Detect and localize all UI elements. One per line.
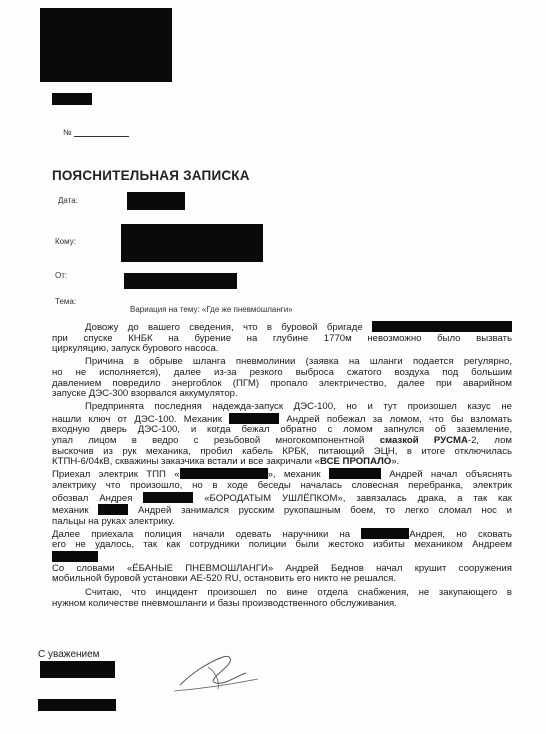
- paragraph-6: [52, 564, 512, 585]
- number-label: №: [63, 128, 72, 137]
- redacted-name: [361, 528, 409, 539]
- body-text: нашли ключ от ДЭС-100. Механик: [52, 413, 222, 425]
- body-text: механик: [52, 505, 89, 517]
- redacted-reference: [52, 93, 92, 105]
- handwritten-signature: [168, 645, 263, 697]
- redacted-signatory: [40, 661, 115, 678]
- redacted-date: [127, 192, 185, 210]
- paragraph-7: [52, 588, 512, 609]
- body-line: давлением повредило энергоблок (ПГМ) пропало электричество, далее при аварийном: [52, 377, 512, 389]
- body-text: Приехал электрик ТПП «: [52, 469, 180, 481]
- redacted-recipient: [121, 224, 263, 262]
- body-text: », механик: [267, 469, 321, 481]
- body-line: при спуске КНБК на бурение на глубине 1770м невозможно было вызвать: [52, 332, 512, 344]
- body-line: [52, 457, 512, 468]
- body-text: Далее приехала полиция начали одевать наручники на: [52, 528, 351, 540]
- redacted-name: [98, 504, 128, 515]
- redacted-letterhead: [40, 8, 172, 82]
- date-label: Дата:: [58, 196, 78, 205]
- body-line: мобильной буровой установки АЕ-520 RU, остановить его никто не решался.: [52, 573, 396, 585]
- redacted-name: [143, 492, 193, 503]
- paragraph-2: [52, 357, 512, 400]
- memo-body: [52, 321, 512, 610]
- redacted-name: [329, 468, 381, 479]
- body-line: [52, 468, 512, 481]
- body-line: но не исполняется), далее из-за резкого выброса сжатого воздуха под большим: [52, 366, 512, 378]
- body-line: электрику что произошло, но в ходе беседы началась словесная перебранка, электрик: [52, 479, 512, 491]
- redacted-brigade: [372, 321, 512, 332]
- body-text: -2, лом: [467, 435, 513, 447]
- number-underline: [74, 136, 129, 137]
- body-text: обозвал Андрея: [52, 492, 133, 504]
- body-line: [52, 492, 512, 505]
- paragraph-3: [52, 402, 512, 468]
- closing-text: С уважением: [38, 649, 100, 660]
- bold-text: ВСЕ ПРОПАЛО: [320, 456, 392, 468]
- to-label: Кому:: [55, 237, 76, 246]
- body-text: Андрея, но сковать: [409, 528, 512, 540]
- bold-text: смазкой РУСМА: [379, 435, 468, 447]
- body-line: запуске ДЭС-300 взорвался аккумулятор.: [52, 388, 238, 400]
- body-line: Со словами «ЁБАНЫЕ ПНЕВМОШЛАНГИ» Андрей Беднов начал крушит сооружения: [52, 562, 512, 574]
- body-line: циркуляцию, запуск бурового насоса.: [52, 343, 219, 355]
- body-text: Андрей начал объяснять: [389, 469, 513, 481]
- body-line: [52, 551, 512, 564]
- redacted-company: [180, 468, 268, 479]
- body-line: выскочив из рук механика, пробил кабель КРБК, питающий ЭЦН, в итоге отключилась: [52, 445, 512, 457]
- paragraph-5: [52, 528, 512, 564]
- redacted-name: [229, 413, 279, 424]
- from-label: От:: [55, 271, 68, 280]
- paragraph-4: [52, 468, 512, 528]
- body-text: упал лицом в ведро с резьбовой многокомпонентной: [52, 435, 365, 447]
- body-line: его не удалось, так как сотрудники полиции были жестоко избиты механиком Андреем: [52, 539, 512, 551]
- body-line: нужном количестве пневмошланги и базы производственного обслуживания.: [52, 597, 397, 609]
- body-text: КТПН-6/04кВ, скважины заказчика встали и все закричали «: [52, 456, 320, 468]
- body-text: Андрей побежал за ломом, что бы взломать: [286, 413, 512, 425]
- body-text: Андрей занимался русским рукопашным боем, то легко сломал нос и: [137, 505, 512, 517]
- body-line: [52, 321, 512, 334]
- redacted-footer: [38, 699, 116, 711]
- body-text: Довожу до вашего сведения, что в буровой бригаде: [85, 322, 363, 333]
- redacted-sender: [124, 273, 237, 289]
- body-text: «БОРОДАТЫМ УШЛЁПКОМ», завязалась драка, а так как: [204, 492, 513, 504]
- redacted-name: [52, 551, 98, 562]
- subject-label: Тема:: [55, 297, 77, 306]
- body-line: Считаю, что инцидент произошел по вине отдела снабжения, не закупающего в: [85, 587, 512, 599]
- paragraph-1: [52, 321, 512, 355]
- subject-value: Вариация на тему: «Где же пневмошланги»: [130, 305, 293, 314]
- body-line: пальцы на руках электрику.: [52, 515, 175, 527]
- body-line: Предпринята последняя надежда-запуск ДЭС-100, но и тут произошел казус не: [85, 400, 512, 412]
- body-text: ».: [391, 456, 400, 468]
- body-line: входную дверь ДЭС-100, и когда бежал обратно с ломом запнулся об заземление,: [52, 424, 512, 436]
- body-line: Причина в обрыве шланга пневмолинии (заявка на шланги подается регулярно,: [85, 356, 512, 368]
- page-title: ПОЯСНИТЕЛЬНАЯ ЗАПИСКА: [52, 168, 250, 183]
